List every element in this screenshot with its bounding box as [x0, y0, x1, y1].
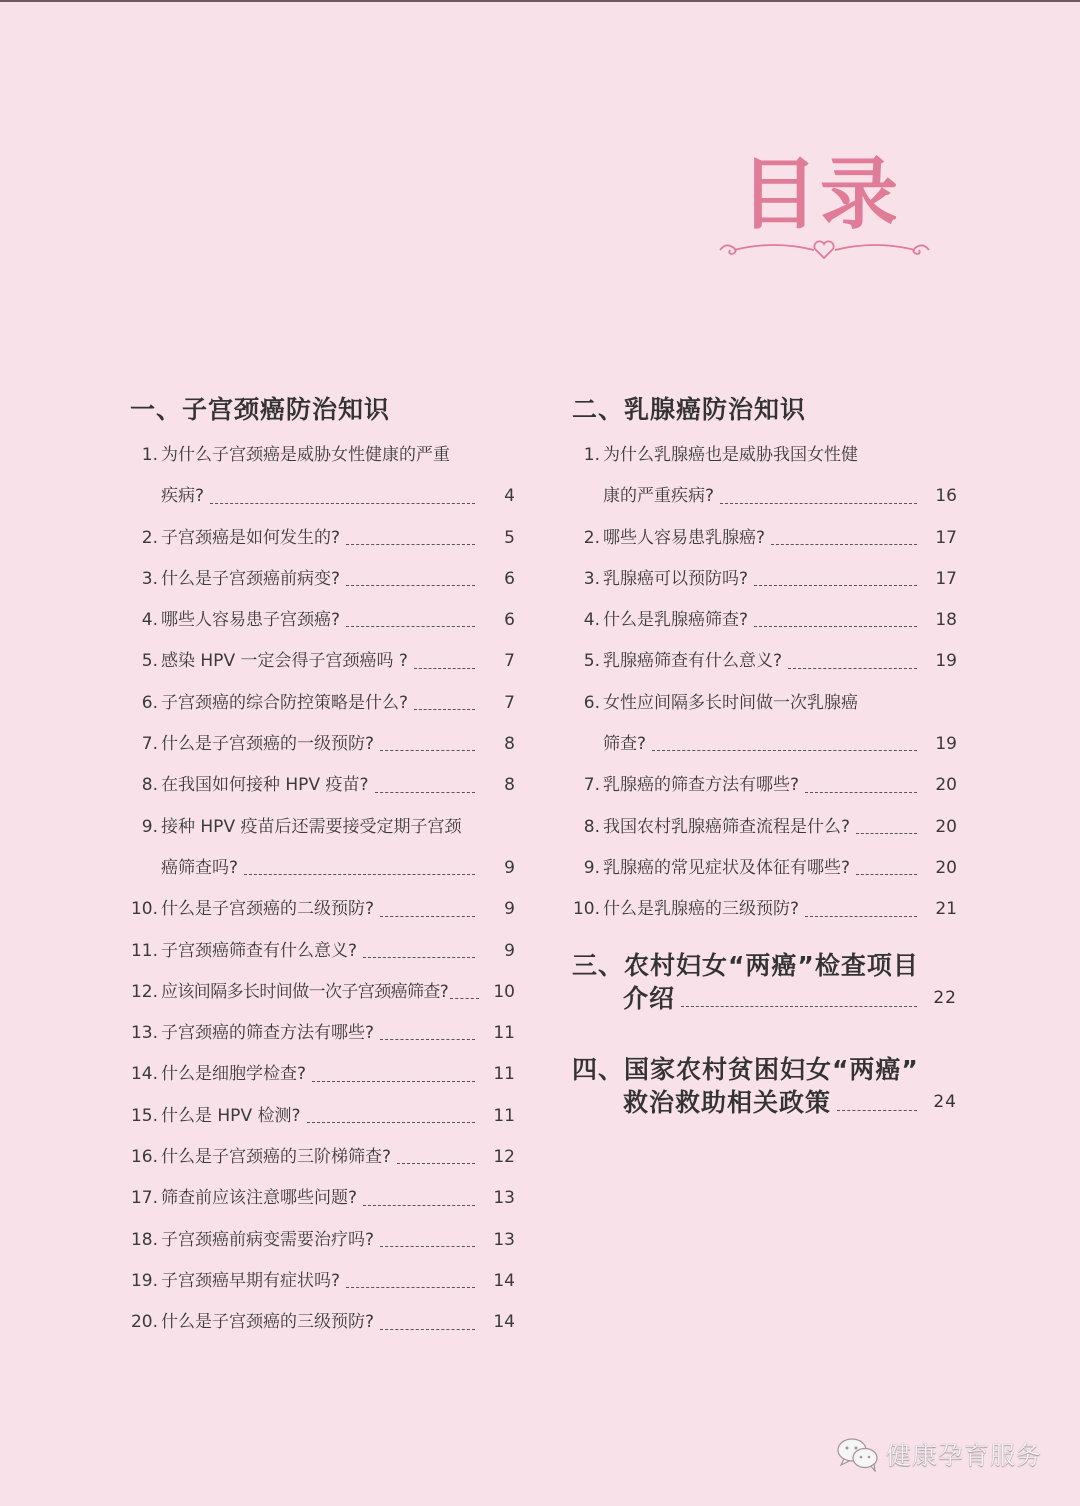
toc-entry[interactable]	[572, 889, 957, 930]
section-heading: 四、国家农村贫困妇女“两癌”	[572, 1054, 919, 1084]
page-number: 10	[493, 981, 515, 1002]
toc-entry[interactable]	[572, 765, 957, 806]
page-title: 目录	[740, 150, 901, 240]
toc-entry[interactable]	[572, 559, 957, 600]
page-number: 20	[935, 816, 957, 837]
entry-text: 为什么乳腺癌也是威胁我国女性健	[603, 445, 858, 465]
page-number: 11	[493, 1105, 515, 1126]
section-heading: 二、乳腺癌防治知识	[572, 395, 807, 424]
page-number: 6	[504, 610, 515, 631]
entry-number: 7.	[141, 734, 158, 755]
toc-entry[interactable]	[572, 600, 957, 641]
entry-text: 什么是子宫颈癌的三阶梯筛查?	[161, 1147, 392, 1168]
entry-text: 什么是乳腺癌筛查?	[603, 610, 749, 631]
entry-number: 5.	[141, 651, 158, 672]
leader-dots	[837, 1109, 917, 1111]
entry-text: 筛查前应该注意哪些问题?	[161, 1188, 358, 1209]
leader-dots	[754, 584, 917, 586]
entry-text-cont: 癌筛查吗?	[161, 857, 239, 878]
leader-dots	[450, 997, 479, 999]
leader-dots	[346, 625, 475, 627]
entry-number: 11.	[130, 940, 158, 961]
page-number: 12	[493, 1147, 515, 1168]
entry-number: 1.	[583, 445, 600, 465]
entry-number: 15.	[130, 1105, 158, 1126]
page-number: 6	[504, 568, 515, 589]
toc-entry[interactable]	[130, 972, 515, 1013]
entry-text: 乳腺癌的常见症状及体征有哪些?	[603, 857, 851, 878]
entry-number: 18.	[130, 1229, 158, 1250]
entry-text: 为什么子宫颈癌是威胁女性健康的严重	[161, 445, 450, 465]
page-number: 13	[493, 1188, 515, 1209]
leader-dots	[754, 625, 917, 627]
section-heading-cont: 救治救助相关政策	[623, 1087, 832, 1117]
leader-dots	[346, 543, 475, 545]
entry-number: 1.	[141, 445, 158, 465]
page-number: 11	[493, 1023, 515, 1044]
leader-dots	[414, 708, 475, 710]
entry-number: 13.	[130, 1023, 158, 1044]
toc-entry[interactable]	[130, 1302, 515, 1343]
entry-text: 什么是子宫颈癌的三级预防?	[161, 1312, 375, 1333]
entry-text: 乳腺癌的筛查方法有哪些?	[603, 775, 800, 796]
entry-number: 7.	[583, 775, 600, 796]
leader-dots	[681, 1005, 917, 1007]
toc-entry[interactable]	[130, 559, 515, 600]
page-number: 16	[935, 486, 957, 507]
leader-dots	[856, 832, 917, 834]
toc-entry[interactable]	[130, 1013, 515, 1054]
entry-text: 乳腺癌筛查有什么意义?	[603, 651, 783, 672]
entry-text: 我国农村乳腺癌筛查流程是什么?	[603, 816, 851, 837]
toc-entry[interactable]	[130, 807, 515, 890]
entry-text: 子宫颈癌前病变需要治疗吗?	[161, 1229, 375, 1250]
entry-text: 子宫颈癌筛查有什么意义?	[161, 940, 358, 961]
leader-dots	[397, 1162, 475, 1164]
toc-entry[interactable]	[572, 848, 957, 889]
leader-dots	[788, 667, 917, 669]
entry-text: 子宫颈癌的筛查方法有哪些?	[161, 1023, 375, 1044]
toc-entry[interactable]	[130, 889, 515, 930]
entry-number: 12.	[130, 981, 158, 1002]
leader-dots	[652, 749, 917, 751]
entry-text: 子宫颈癌是如何发生的?	[161, 527, 341, 548]
leader-dots	[210, 502, 475, 504]
toc-entry[interactable]	[572, 807, 957, 848]
toc-entry[interactable]	[130, 683, 515, 724]
entry-number: 17.	[130, 1188, 158, 1209]
section-heading: 三、农村妇女“两癌”检查项目	[572, 950, 919, 980]
entry-number: 6.	[583, 692, 600, 713]
entry-text-cont: 康的严重疾病?	[603, 486, 715, 507]
entry-number: 2.	[583, 527, 600, 548]
leader-dots	[380, 749, 475, 751]
page-number: 18	[935, 610, 957, 631]
watermark	[836, 1436, 1042, 1472]
toc-entry[interactable]	[130, 765, 515, 806]
toc-entry[interactable]	[130, 1054, 515, 1095]
section-heading-cont: 介绍	[623, 983, 676, 1013]
entry-text-cont: 筛查?	[603, 734, 647, 755]
entry-number: 5.	[583, 651, 600, 672]
toc-entry[interactable]	[130, 1137, 515, 1178]
page-number: 9	[504, 899, 515, 920]
entry-number: 2.	[141, 527, 158, 548]
leader-dots	[375, 791, 476, 793]
page-number: 17	[935, 568, 957, 589]
toc-entry[interactable]	[130, 1096, 515, 1137]
section-breast-cancer	[572, 390, 957, 1119]
entry-text: 女性应间隔多长时间做一次乳腺癌	[603, 692, 858, 713]
entry-number: 4.	[141, 610, 158, 631]
entry-text: 乳腺癌可以预防吗?	[603, 568, 749, 589]
top-border	[0, 0, 1080, 2]
toc-entry[interactable]	[130, 1178, 515, 1219]
entry-number: 19.	[130, 1270, 158, 1291]
toc-entry[interactable]	[572, 435, 957, 518]
leader-dots	[346, 584, 475, 586]
toc-entry[interactable]	[130, 1220, 515, 1261]
leader-dots	[380, 1245, 475, 1247]
leader-dots	[363, 956, 475, 958]
toc-entry[interactable]	[130, 1261, 515, 1302]
leader-dots	[805, 915, 917, 917]
section-relief-policy[interactable]	[572, 1053, 957, 1119]
page-number: 5	[504, 527, 515, 548]
entry-number: 9.	[583, 857, 600, 878]
watermark-text: 健康孕育服务	[886, 1441, 1043, 1470]
entry-text: 什么是子宫颈癌的一级预防?	[161, 734, 375, 755]
page-number: 7	[504, 692, 515, 713]
section-heading: 一、子宫颈癌防治知识	[130, 395, 391, 424]
entry-text: 什么是乳腺癌的三级预防?	[603, 899, 800, 920]
toc-entry[interactable]	[572, 518, 957, 559]
entry-text: 在我国如何接种 HPV 疫苗?	[161, 775, 369, 796]
page-number: 21	[935, 899, 957, 920]
page-number: 22	[933, 987, 957, 1008]
entry-number: 16.	[130, 1147, 158, 1168]
entry-text-cont: 疾病?	[161, 486, 205, 507]
leader-dots	[414, 667, 475, 669]
toc-entry[interactable]	[130, 435, 515, 518]
leader-dots	[244, 873, 475, 875]
leader-dots	[380, 915, 475, 917]
page-number: 19	[935, 651, 957, 672]
entry-text: 接种 HPV 疫苗后还需要接受定期子宫颈	[161, 816, 462, 837]
page-number: 20	[935, 857, 957, 878]
section-cervical-cancer	[130, 390, 515, 1344]
page-number: 7	[504, 651, 515, 672]
toc-entry[interactable]	[572, 683, 957, 766]
entry-text: 哪些人容易患子宫颈癌?	[161, 610, 341, 631]
page-number: 24	[933, 1091, 957, 1112]
entry-number: 3.	[141, 568, 158, 589]
page-number: 4	[504, 486, 515, 507]
toc-entry[interactable]	[130, 641, 515, 682]
toc-title-block	[712, 150, 937, 265]
toc-entry[interactable]	[572, 641, 957, 682]
entry-number: 10.	[130, 899, 158, 920]
entry-number: 6.	[141, 692, 158, 713]
entry-number: 20.	[130, 1312, 158, 1333]
heart-ornament-icon	[712, 232, 937, 266]
page-number: 14	[493, 1270, 515, 1291]
entry-number: 9.	[141, 816, 158, 837]
leader-dots	[856, 873, 917, 875]
leader-dots	[380, 1038, 475, 1040]
entry-number: 4.	[583, 610, 600, 631]
page-number: 17	[935, 527, 957, 548]
leader-dots	[771, 543, 917, 545]
page-number: 9	[504, 940, 515, 961]
entry-text: 应该间隔多长时间做一次子宫颈癌筛查?	[161, 981, 449, 1002]
entry-text: 什么是细胞学检查?	[161, 1064, 307, 1085]
page-number: 14	[493, 1312, 515, 1333]
page-number: 20	[935, 775, 957, 796]
toc-entry[interactable]	[130, 600, 515, 641]
leader-dots	[805, 791, 917, 793]
leader-dots	[346, 1286, 475, 1288]
section-rural-exam[interactable]	[572, 949, 957, 1015]
page-number: 19	[935, 734, 957, 755]
page-number: 8	[504, 775, 515, 796]
page-number: 11	[493, 1064, 515, 1085]
entry-text: 感染 HPV 一定会得子宫颈癌吗 ?	[161, 651, 408, 672]
entry-number: 14.	[130, 1064, 158, 1085]
leader-dots	[720, 502, 917, 504]
entry-number: 8.	[583, 816, 600, 837]
entry-number: 10.	[572, 899, 600, 920]
leader-dots	[363, 1204, 475, 1206]
leader-dots	[380, 1328, 475, 1330]
leader-dots	[312, 1080, 475, 1082]
entry-text: 什么是 HPV 检测?	[161, 1105, 301, 1126]
entry-number: 3.	[583, 568, 600, 589]
toc-entry[interactable]	[130, 518, 515, 559]
entry-text: 子宫颈癌早期有症状吗?	[161, 1270, 341, 1291]
page-number: 9	[504, 857, 515, 878]
entry-text: 什么是子宫颈癌前病变?	[161, 568, 341, 589]
page-number: 8	[504, 734, 515, 755]
entry-text: 什么是子宫颈癌的二级预防?	[161, 899, 375, 920]
entry-text: 子宫颈癌的综合防控策略是什么?	[161, 692, 409, 713]
leader-dots	[307, 1121, 476, 1123]
page-number: 13	[493, 1229, 515, 1250]
toc-entry[interactable]	[130, 724, 515, 765]
wechat-icon	[836, 1436, 880, 1472]
entry-text: 哪些人容易患乳腺癌?	[603, 527, 766, 548]
entry-number: 8.	[141, 775, 158, 796]
toc-entry[interactable]	[130, 931, 515, 972]
